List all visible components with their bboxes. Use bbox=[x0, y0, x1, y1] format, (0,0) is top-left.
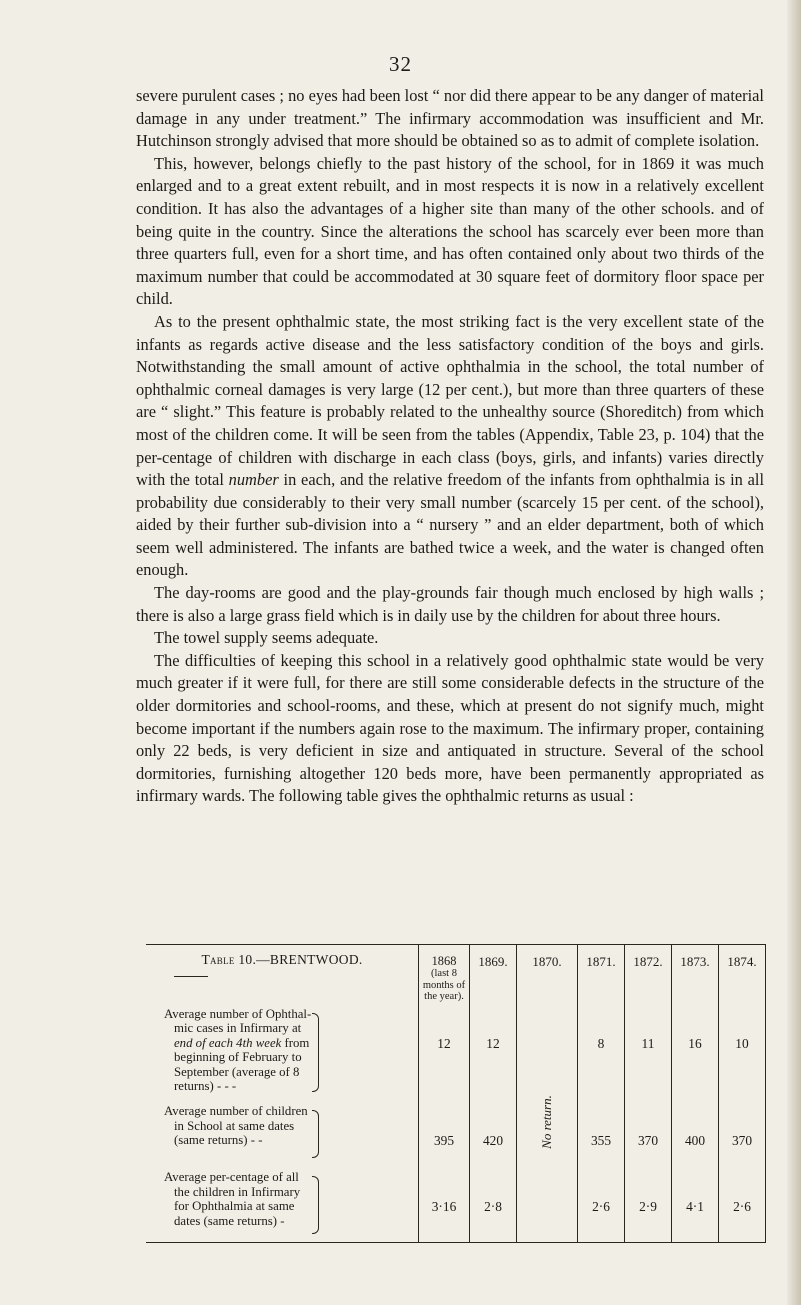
page-edge bbox=[787, 0, 801, 1305]
paragraph-1: severe purulent cases ; no eyes had been lost “ nor did there appear to be any danger of material damage in any under treatment.” The infirmary accommodation was insufficient and Mr. Hutchinson strongly advised that more should be obtained so as to admit of complete isolation. bbox=[136, 86, 764, 151]
paragraph-3-end: in each, and the relative freedom of the infants from ophthalmia is in all probability due considerably to their very small number (scarcely 15 per cent. of the school), aided by their further sub-division into a “ nursery ” and an elder department, both of which seem well administered. The infants are bathed twice a week, and the water is changed often enough. bbox=[136, 470, 764, 580]
row-label-infirmary-cases bbox=[146, 1003, 419, 1101]
value-1869: 2·8 bbox=[470, 1166, 517, 1243]
row-label-text-end: from beginning of February to September (average of 8 returns) - - - bbox=[174, 1035, 310, 1094]
year-header-1869: 1869. bbox=[470, 945, 517, 1003]
paragraph-6: The difficulties of keeping this school in a relatively good ophthalmic state would be very much greater if it were full, for there are still some considerable defects in the structure of the older dormitories and school-rooms, and these, which at present do not signify much, might become important if the numbers again rose to the maximum. The infirmary proper, containing only 22 beds, is very deficient in size and antiquated in structure. Several of the school dormitories, furnishing altogether 120 beds more, have been permanently appropriated as infirmary wards. The following table gives the ophthalmic returns as usual : bbox=[136, 650, 764, 806]
paragraph-3-start: As to the present ophthalmic state, the most striking fact is the very excellent state of the infants as regards active disease and the less satisfactory condition of the boys and girls. Notwithstanding the small amount of active ophthalmia in the school, the total number of ophthalmic corneal damages is very large (12 per cent.), but more than three quarters of these are “ slight.” This feature is probably related to the unhealthy source (Shoreditch) from which most of the children come. It will be seen from the tables (Appendix, Table 23, p. 104) that the per-centage of children with discharge in each class (boys, girls, and infants) varies directly with the total bbox=[136, 311, 764, 490]
value-1872: 2·9 bbox=[625, 1166, 672, 1243]
paragraph-3 bbox=[136, 311, 764, 582]
value-1872: 11 bbox=[625, 1003, 672, 1101]
year-1868: 1868 bbox=[431, 954, 457, 968]
value-1868: 395 bbox=[419, 1100, 470, 1166]
row-label-percentage bbox=[146, 1166, 419, 1243]
paragraph-3-emphasis: number bbox=[228, 470, 279, 490]
row-label-text: Average per-centage of all the children in Infirmary for Ophthalmia at same dates (same returns) - bbox=[164, 1170, 301, 1228]
title-rule bbox=[174, 976, 208, 977]
value-1873: 16 bbox=[672, 1003, 719, 1101]
row-label-emphasis: end of each 4th week bbox=[174, 1035, 282, 1050]
year-header-1873: 1873. bbox=[672, 945, 719, 1003]
page-number: 32 bbox=[389, 52, 412, 76]
brace bbox=[312, 1176, 319, 1234]
value-1868: 3·16 bbox=[419, 1166, 470, 1243]
year-header-1871: 1871. bbox=[578, 945, 625, 1003]
value-1868: 12 bbox=[419, 1003, 470, 1101]
value-1872: 370 bbox=[625, 1100, 672, 1166]
row-label-text: Average number of Ophthal-mic cases in Infirmary at bbox=[164, 1006, 312, 1036]
value-1874: 10 bbox=[719, 1003, 766, 1101]
brace bbox=[312, 1110, 319, 1158]
row-label-children-in-school bbox=[146, 1100, 419, 1166]
year-1868-note: (last 8 months of the year). bbox=[422, 968, 466, 1002]
value-1871: 2·6 bbox=[578, 1166, 625, 1243]
table-title-cell bbox=[146, 945, 419, 1003]
value-1871: 8 bbox=[578, 1003, 625, 1101]
value-1871: 355 bbox=[578, 1100, 625, 1166]
paragraph-2: This, however, belongs chiefly to the past history of the school, for in 1869 it was much enlarged and to a great extent rebuilt, and in most respects it is now in a relatively excellent condition. It has also the advantages of a higher site than many of the other schools. and of being quite in the country. Since the alterations the school has scarcely ever been more than three quarters full, even for a short time, and has often contained only about two thirds of the maximum number that could be accommodated at 30 square feet of dormitory floor space per child. bbox=[136, 153, 764, 309]
paragraph-5: The towel supply seems adequate. bbox=[154, 628, 379, 648]
table-title: Table 10.—BRENTWOOD. bbox=[201, 952, 363, 967]
year-header-1870: 1870. bbox=[517, 945, 578, 1003]
row-label-text: Average number of children in School at same dates (same returns) - - bbox=[164, 1104, 308, 1148]
body-text bbox=[136, 85, 764, 808]
no-return-label: No return. bbox=[538, 1095, 554, 1150]
no-return-1870 bbox=[517, 1003, 578, 1243]
value-1873: 4·1 bbox=[672, 1166, 719, 1243]
value-1869: 420 bbox=[470, 1100, 517, 1166]
value-1874: 370 bbox=[719, 1100, 766, 1166]
value-1869: 12 bbox=[470, 1003, 517, 1101]
value-1874: 2·6 bbox=[719, 1166, 766, 1243]
year-header-1874: 1874. bbox=[719, 945, 766, 1003]
table-row bbox=[146, 1100, 766, 1166]
table-row bbox=[146, 1166, 766, 1243]
year-header-1872: 1872. bbox=[625, 945, 672, 1003]
value-1873: 400 bbox=[672, 1100, 719, 1166]
returns-table bbox=[146, 944, 766, 1243]
paragraph-4: The day-rooms are good and the play-grounds fair though much enclosed by high walls ; there is also a large grass field which is in daily use by the children for about three hours. bbox=[136, 583, 764, 625]
brace bbox=[312, 1013, 319, 1093]
table-header-row bbox=[146, 945, 766, 1003]
year-1868-header bbox=[419, 945, 470, 1003]
table-row bbox=[146, 1003, 766, 1101]
